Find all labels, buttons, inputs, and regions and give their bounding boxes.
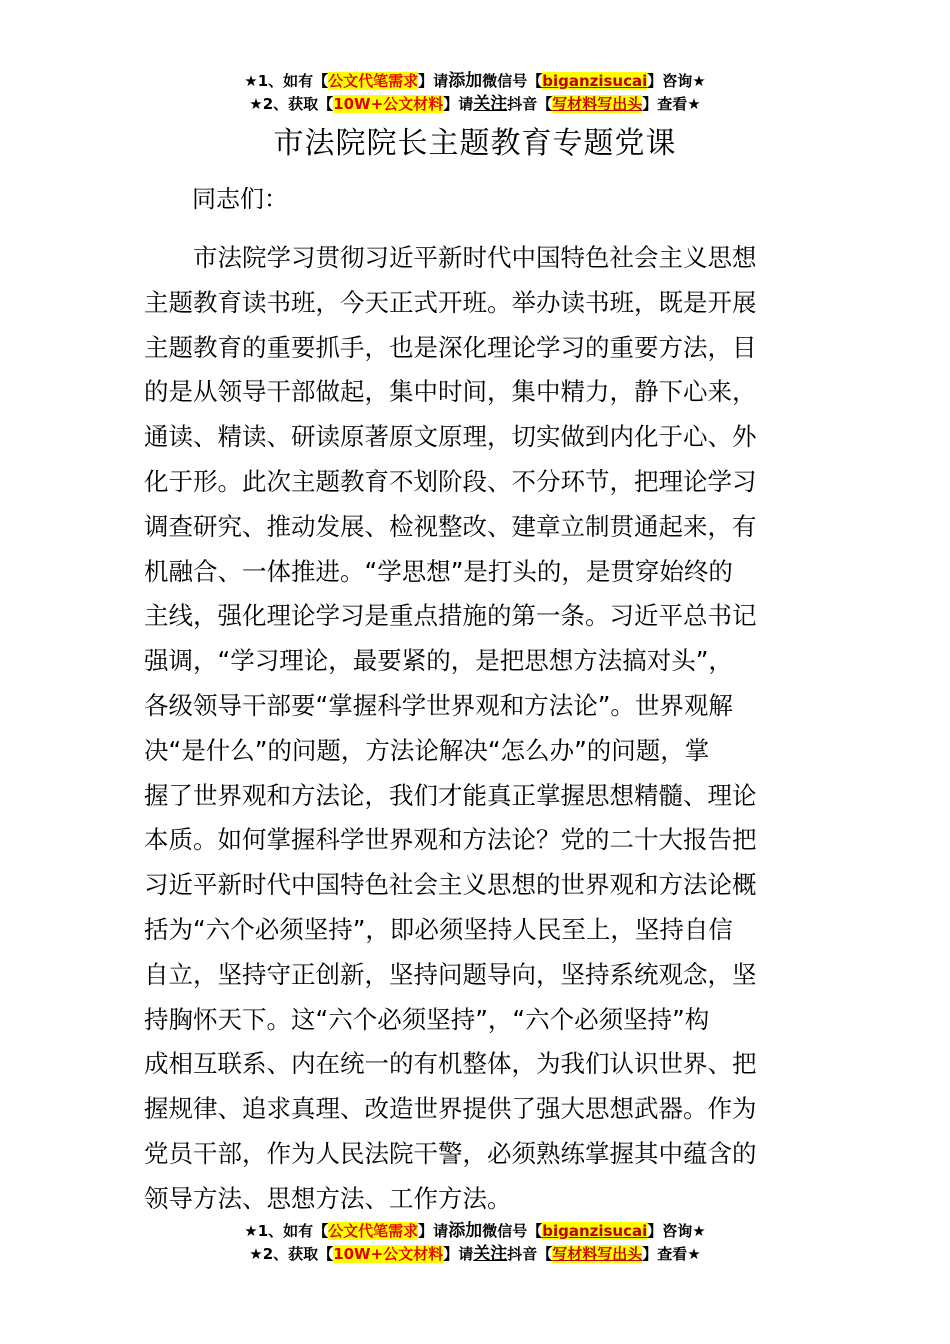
promo-banner-bottom-line1	[0, 1220, 950, 1242]
body-line: 持胸怀天下。这“六个必须坚持”，“六个必须坚持”构	[144, 1004, 710, 1034]
promo-banner-top-line1	[0, 70, 950, 92]
body-line: 成相互联系、内在统一的有机整体，为我们认识世界、把	[144, 1049, 757, 1079]
banner-text: ★2、获取【	[249, 1245, 334, 1263]
banner-text: 添加	[448, 71, 483, 91]
body-line: 握规律、追求真理、改造世界提供了强大思想武器。作为	[144, 1094, 757, 1124]
body-line: 括为“六个必须坚持”，即必须坚持人民至上，坚持自信	[144, 914, 733, 944]
document-title: 市法院院长主题教育专题党课	[273, 126, 677, 161]
banner-text: 】咨询★	[647, 1222, 706, 1240]
body-line: 主题教育读书班，今天正式开班。举办读书班，既是开展	[144, 287, 757, 317]
greeting: 同志们：	[192, 185, 288, 213]
banner-text: 关注	[473, 1244, 508, 1264]
banner-highlight: 公文代笔需求	[328, 1222, 419, 1240]
body-line: 通读、精读、研读原著原文原理，切实做到内化于心、外	[144, 422, 757, 452]
banner-text: 】请	[418, 72, 449, 90]
banner-text: 】查看★	[642, 1245, 701, 1263]
banner-text: 】咨询★	[647, 72, 706, 90]
banner-text: ★1、如有【	[244, 72, 329, 90]
banner-text: 抖音【	[507, 95, 553, 113]
body-line: 本质。如何掌握科学世界观和方法论？党的二十大报告把	[144, 825, 757, 855]
banner-text: ★2、获取【	[249, 95, 334, 113]
banner-highlight: 10W+公文材料	[333, 95, 444, 113]
banner-text: 微信号【	[482, 72, 543, 90]
banner-text: 】请	[418, 1222, 449, 1240]
banner-text: 】查看★	[642, 95, 701, 113]
body-line: 主题教育的重要抓手，也是深化理论学习的重要方法，目	[144, 332, 757, 362]
body-line: 决“是什么”的问题，方法论解决“怎么办”的问题，掌	[144, 735, 710, 765]
body-line: 握了世界观和方法论，我们才能真正掌握思想精髓、理论	[144, 780, 757, 810]
douyin-id-highlight: 写材料写出头	[552, 95, 643, 113]
promo-banner-bottom-line2	[0, 1243, 950, 1265]
body-line: 党员干部，作为人民法院干警，必须熟练掌握其中蕴含的	[144, 1138, 757, 1168]
body-paragraph	[144, 236, 824, 1222]
wechat-id-highlight: biganzisucai	[542, 1222, 648, 1240]
body-line: 自立，坚持守正创新，坚持问题导向，坚持系统观念，坚	[144, 959, 757, 989]
body-line: 机融合、一体推进。“学思想”是打头的，是贯穿始终的	[144, 556, 733, 586]
body-line: 调查研究、推动发展、检视整改、建章立制贯通起来，有	[144, 511, 757, 541]
douyin-id-highlight: 写材料写出头	[552, 1245, 643, 1263]
body-line: 化于形。此次主题教育不划阶段、不分环节，把理论学习	[144, 466, 757, 496]
banner-text: 】请	[443, 1245, 474, 1263]
banner-text: ★1、如有【	[244, 1222, 329, 1240]
promo-banner-top-line2	[0, 93, 950, 115]
banner-text: 抖音【	[507, 1245, 553, 1263]
body-line: 强调，“学习理论，最要紧的，是把思想方法搞对头”，	[144, 646, 733, 676]
body-line: 主线，强化理论学习是重点措施的第一条。习近平总书记	[144, 601, 757, 631]
body-line: 市法院学习贯彻习近平新时代中国特色社会主义思想	[193, 243, 757, 272]
banner-text: 关注	[473, 94, 508, 114]
wechat-id-highlight: biganzisucai	[542, 72, 648, 90]
body-line: 的是从领导干部做起，集中时间，集中精力，静下心来，	[144, 377, 757, 407]
body-line: 各级领导干部要“掌握科学世界观和方法论”。世界观解	[144, 690, 733, 720]
body-line: 领导方法、思想方法、工作方法。	[144, 1183, 512, 1213]
banner-text: 】请	[443, 95, 474, 113]
banner-text: 微信号【	[482, 1222, 543, 1240]
banner-highlight: 公文代笔需求	[328, 72, 419, 90]
banner-text: 添加	[448, 1221, 483, 1241]
banner-highlight: 10W+公文材料	[333, 1245, 444, 1263]
body-line: 习近平新时代中国特色社会主义思想的世界观和方法论概	[144, 870, 757, 900]
